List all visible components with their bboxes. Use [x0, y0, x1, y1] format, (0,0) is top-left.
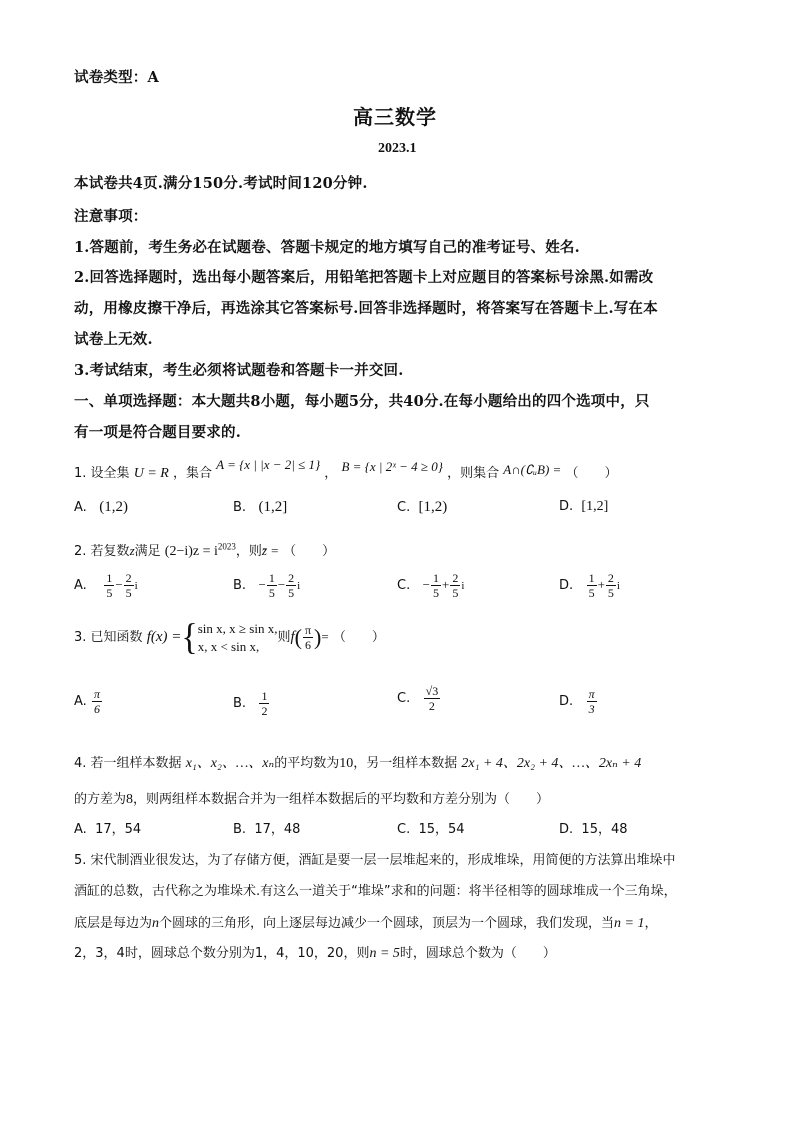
option-label: D. [559, 694, 574, 709]
q3-option-b [233, 690, 270, 717]
option-value: (1,2) [99, 499, 128, 515]
imag-unit: i [297, 580, 301, 592]
sign: − [258, 577, 266, 592]
page-title: 高三数学 [353, 105, 437, 129]
q4-text-1: 4. 若一组样本数据 [74, 756, 182, 771]
q5-text-1: 底层是每边为 [74, 916, 153, 931]
q1-sep: ， [324, 466, 338, 481]
imag-unit: i [461, 580, 465, 592]
q1-option-a [74, 499, 128, 516]
q2-text-2: 满足 [134, 544, 161, 559]
q2-option-c [397, 572, 464, 599]
q2-text-1: 若复数 [90, 544, 130, 559]
q3-option-a [74, 688, 103, 715]
fraction: $\frac{2}{5}$ [607, 571, 614, 600]
question-2 [74, 540, 335, 560]
option-label: D. [559, 578, 574, 593]
q3-option-c [397, 685, 441, 712]
paper-type: 试卷类型：A [74, 69, 159, 86]
q5-text-3: ， [644, 916, 658, 931]
q4-text-3: ，另一组样本数据 [353, 756, 458, 771]
note-2-line-3: 试卷上无效. [74, 331, 153, 348]
question-5-line-2: 酒缸的总数，古代称之为堆垛术.有这么一道关于“堆垛”求和的问题：将半径相等的圆球堆成一个三角垛， [74, 884, 677, 899]
note-2-line-2: 动，用橡皮擦干净后，再选涂其它答案标号.回答非选择题时，将答案写在答题卡上.写在本 [74, 300, 658, 317]
question-5-line-4 [74, 942, 556, 962]
q1-option-c [397, 499, 447, 516]
q5-n-eq-5: n = 5 [369, 946, 400, 961]
fraction: $\frac{\pi}{6}$ [93, 687, 100, 716]
q1-set-u: U = R [133, 466, 169, 481]
sign: − [422, 577, 430, 592]
option-label: A. [74, 578, 87, 593]
q3-case-1: sin x, x ≥ sin x, [197, 621, 278, 636]
operator: − [277, 577, 286, 592]
option-label: C. [397, 822, 411, 837]
q4-text-4: 的方差为 [74, 792, 127, 807]
q3-number: 3. [74, 630, 87, 646]
q2-eq-exponent: 2023 [217, 541, 236, 552]
option-label: B. [233, 822, 247, 837]
imag-unit: i [616, 580, 620, 592]
q2-zbar: z̄ = [261, 543, 279, 558]
question-5-line-3 [74, 912, 658, 932]
q4-option-a [74, 818, 141, 837]
operator: − [115, 577, 123, 592]
option-value: 17，54 [95, 822, 142, 837]
option-label: B. [233, 696, 247, 711]
fraction: $\frac{1}{5}$ [268, 571, 275, 600]
q3-option-d [559, 688, 598, 715]
q3-paren: （ ） [332, 630, 385, 646]
notes-title: 注意事项： [74, 208, 148, 225]
q4-data-1: x₁、x₂、…、xₙ [185, 756, 275, 771]
fraction: $\frac{√3}{2}$ [425, 684, 439, 713]
q4-text-2: 的平均数为 [274, 756, 340, 771]
note-3: 3.考试结束，考生必须将试题卷和答题卡一并交回. [74, 362, 404, 379]
q1-text-2: ，集合 [172, 466, 212, 481]
imag-unit: i [134, 580, 138, 592]
q3-case-2: x, x < sin x, [197, 638, 260, 654]
q4-option-b [233, 818, 300, 837]
question-3 [74, 616, 385, 658]
q1-expression: A∩(∁ᵤB) = [503, 462, 562, 477]
option-value: 15，48 [581, 822, 628, 837]
q3-fx: f(x) = [146, 629, 182, 646]
option-value: 15，54 [418, 822, 465, 837]
paren-open: ( [294, 624, 302, 650]
q4-text-5: ，则两组样本数据合并为一组样本数据后的平均数和方差分别为（ ） [133, 792, 550, 807]
fraction: $\frac{1}{5}$ [588, 571, 595, 600]
note-2-line-1: 2.回答选择题时，选出每小题答案后，用铅笔把答题卡上对应题目的答案标号涂黑.如需改 [74, 269, 654, 286]
question-4-line-2 [74, 788, 549, 808]
q5-n-eq-1: n = 1 [614, 916, 645, 931]
q3-argument: $\frac{\pi}{6}$ [304, 623, 312, 653]
q2-paren: （ ） [283, 544, 336, 559]
option-label: A. [74, 500, 87, 515]
q1-text-1: 设全集 [90, 466, 130, 481]
option-label: B. [233, 578, 247, 593]
option-label: A. [74, 694, 87, 709]
q5-n: n [152, 916, 160, 931]
fraction: $\frac{1}{2}$ [261, 689, 268, 718]
q2-number: 2. [74, 544, 87, 559]
q3-piecewise [198, 620, 278, 655]
option-label: D. [559, 822, 574, 837]
q1-paren: （ ） [565, 466, 618, 481]
q5-text-2: 个圆球的三角形，向上逐层每边减少一个圆球，顶层为一个圆球，我们发现，当 [159, 916, 615, 931]
fraction: $\frac{1}{5}$ [432, 571, 439, 600]
option-label: C. [397, 500, 411, 515]
option-label: D. [559, 499, 574, 514]
q2-option-d [559, 572, 620, 599]
note-1: 1.答题前，考生务必在试题卷、答题卡规定的地方填写自己的准考证号、姓名. [74, 239, 580, 256]
fraction: $\frac{\pi}{3}$ [588, 687, 595, 716]
q2-text-3: ，则 [235, 544, 262, 559]
q2-option-b [233, 572, 300, 599]
question-1 [74, 457, 618, 482]
section-1-line-2: 有一项是符合题目要求的. [74, 424, 241, 441]
option-value: [1,2] [581, 499, 609, 514]
q1-option-d [559, 499, 608, 515]
q4-option-d [559, 818, 628, 837]
q1-text-3: ，则集合 [447, 466, 500, 481]
q1-option-b [233, 499, 287, 516]
q1-set-a: A = {x | |x − 2| ≤ 1} [216, 457, 321, 472]
option-label: A. [74, 822, 87, 837]
q3-f: f [290, 629, 295, 646]
option-label: B. [233, 500, 247, 515]
q3-equals: = [321, 629, 329, 645]
fraction: $\frac{2}{5}$ [288, 571, 295, 600]
fraction: $\frac{1}{5}$ [106, 571, 113, 600]
option-value: (1,2] [258, 499, 288, 515]
q4-option-c [397, 818, 465, 837]
q3-text-2: 则 [277, 630, 291, 646]
operator: + [441, 577, 450, 592]
option-value: [1,2) [418, 499, 448, 515]
q4-variance: 8 [126, 792, 134, 807]
operator: + [597, 577, 605, 592]
option-value: 17，48 [254, 822, 301, 837]
q3-text-1: 已知函数 [90, 630, 143, 646]
q2-z: z [129, 543, 135, 558]
q2-option-a [74, 572, 138, 599]
q5-text-5: 时，圆球总个数为（ ） [399, 946, 556, 961]
q2-equation [164, 541, 236, 559]
q1-set-b: B = {x | 2ˣ − 4 ≥ 0} [341, 459, 443, 474]
exam-info: 本试卷共4页.满分150分.考试时间120分钟. [74, 175, 368, 192]
q4-mean: 10 [339, 756, 354, 771]
left-brace: { [181, 616, 198, 658]
q1-number: 1. [74, 466, 87, 481]
q5-text-4: 2，3，4时，圆球总个数分别为1，4，10，20，则 [74, 946, 370, 961]
q2-eq-left: (2−i)z = i [164, 544, 218, 559]
section-1-line-1: 一、单项选择题：本大题共8小题，每小题5分，共40分.在每小题给出的四个选项中，只 [74, 393, 650, 410]
option-label: C. [397, 578, 411, 593]
paren-close: ) [314, 624, 322, 650]
exam-date: 2023.1 [378, 141, 417, 156]
q4-data-2: 2x₁ + 4、2x₂ + 4、…、2xₙ + 4 [461, 756, 642, 771]
question-4-line-1 [74, 752, 641, 772]
fraction: $\frac{2}{5}$ [452, 571, 459, 600]
fraction: $\frac{2}{5}$ [125, 571, 132, 600]
question-5-line-1: 5. 宋代制酒业很发达，为了存储方便，酒缸是要一层一层堆起来的，形成堆垛，用简便的方法算出堆垛中 [74, 853, 676, 868]
option-label: C. [397, 691, 411, 706]
